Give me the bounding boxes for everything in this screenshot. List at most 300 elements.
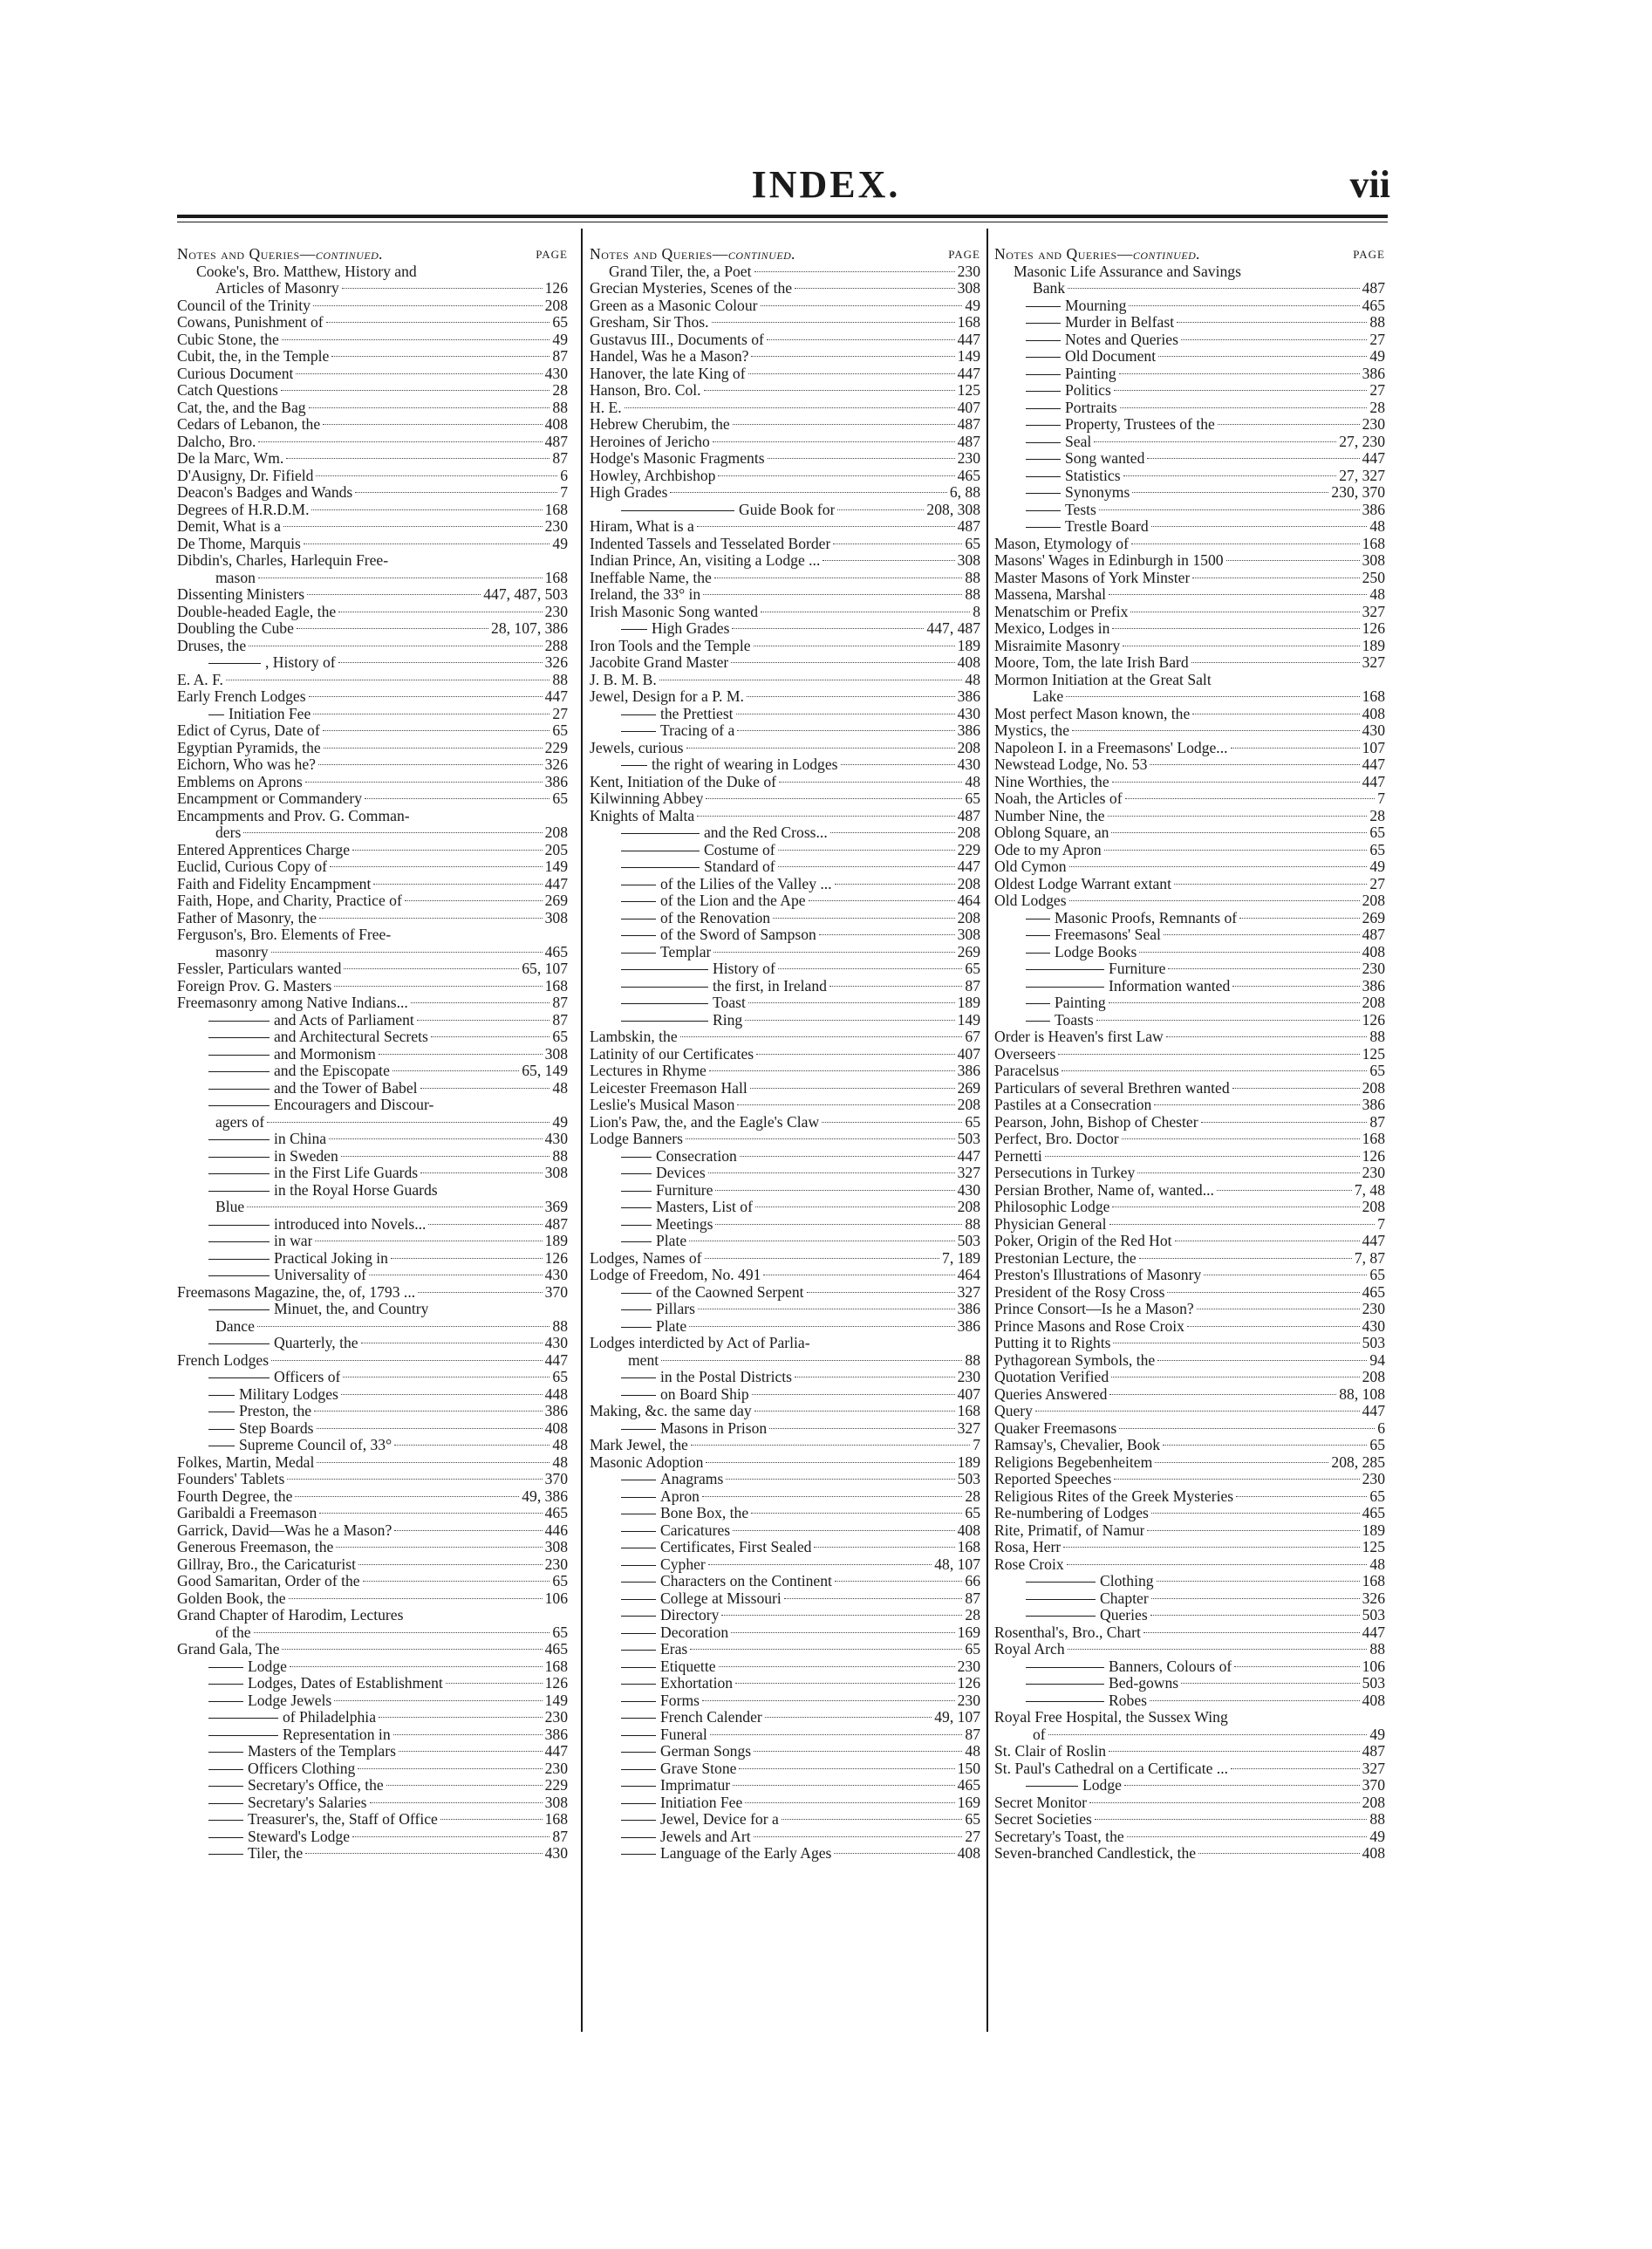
entry-page: 107 — [1362, 738, 1385, 756]
index-entry — [994, 1267, 1389, 1284]
entry-text: of the Renovation — [621, 910, 770, 927]
entry-text: Grand Gala, The — [177, 1641, 280, 1658]
header-rule — [177, 215, 1388, 218]
index-entry — [994, 1522, 1389, 1540]
index-entry — [177, 586, 571, 604]
entry-page: 169 — [957, 1623, 980, 1641]
entry-page: 126 — [1362, 1146, 1385, 1165]
entry-page: 308 — [544, 908, 568, 926]
leader-dots — [405, 900, 543, 901]
entry-page: 208 — [957, 1198, 980, 1215]
index-entry — [590, 944, 984, 961]
index-entry — [177, 654, 571, 672]
leader-dots — [296, 373, 542, 374]
entry-text: Napoleon I. in a Freemasons' Lodge... — [994, 739, 1228, 756]
entry-text: of the Lion and the Ape — [621, 892, 806, 910]
index-entry — [994, 1437, 1389, 1454]
leader-dots — [731, 662, 954, 663]
entry-page: 487 — [1362, 279, 1385, 297]
entry-page: 386 — [1362, 1096, 1385, 1113]
entry-text: Royal Free Hospital, the Sussex Wing — [994, 1709, 1228, 1726]
entry-page: 447, 487 — [926, 619, 980, 637]
entry-page: 386 — [957, 1300, 980, 1317]
leader-dots — [428, 1224, 542, 1225]
entry-page: 7 — [560, 483, 568, 501]
heading-text: Notes and Queries— — [177, 245, 316, 263]
leader-dots — [767, 339, 955, 340]
index-entry — [177, 1080, 571, 1097]
entry-page: 65 — [1369, 840, 1385, 858]
entry-text: Painting — [1026, 995, 1106, 1012]
leader-dots — [823, 560, 954, 561]
entry-text: Philosophic Lodge — [994, 1199, 1110, 1215]
entry-text: Cooke's, Bro. Matthew, History and — [196, 263, 417, 280]
leader-dots — [740, 1156, 955, 1157]
leader-dots — [768, 458, 955, 459]
index-entry — [994, 740, 1389, 757]
entry-page: 229 — [957, 840, 980, 858]
index-entry — [994, 1080, 1389, 1097]
index-entry — [994, 910, 1389, 927]
index-entry — [590, 1233, 984, 1250]
index-entry — [590, 450, 984, 468]
entry-page: 125 — [957, 381, 980, 399]
index-entry — [177, 1829, 571, 1846]
entry-text: Heroines of Jericho — [590, 433, 710, 450]
index-entry — [994, 1829, 1389, 1846]
index-entry — [994, 654, 1389, 672]
entry-page: 48 — [965, 1742, 980, 1760]
leader-dots — [778, 866, 955, 867]
entry-text: Freemasonry among Native Indians... — [177, 995, 408, 1011]
index-entry — [994, 824, 1389, 842]
index-entry — [590, 638, 984, 655]
leader-dots — [1045, 1156, 1360, 1157]
entry-text: Articles of Masonry — [215, 280, 339, 297]
entry-page: 386 — [957, 1062, 980, 1079]
entry-text: Misraimite Masonry — [994, 637, 1121, 654]
leader-dots — [625, 407, 955, 408]
entry-page: 65 — [1369, 1266, 1385, 1283]
entry-page: 408 — [1362, 942, 1385, 960]
leader-dots — [1131, 543, 1360, 544]
leader-dots — [287, 1479, 542, 1480]
entry-page: 88 — [1369, 313, 1385, 331]
entry-page: 49 — [965, 296, 980, 314]
entry-text: ders — [215, 824, 242, 841]
leader-dots — [1109, 1002, 1360, 1003]
entry-page: 189 — [1362, 1521, 1385, 1539]
entry-text: Prince Masons and Rose Croix — [994, 1317, 1184, 1335]
entry-text: the right of wearing in Lodges — [621, 756, 838, 774]
entry-text: of the Caowned Serpent — [621, 1284, 804, 1302]
entry-page: 430 — [544, 1130, 568, 1147]
index-entry — [177, 1386, 571, 1404]
entry-page: 65 — [965, 1640, 980, 1658]
index-entry — [994, 332, 1389, 349]
leader-dots — [1125, 798, 1376, 799]
index-entry — [994, 1845, 1389, 1863]
index-entry — [994, 1318, 1389, 1336]
leader-dots — [1139, 1258, 1352, 1259]
index-entry — [994, 688, 1389, 706]
index-entry — [994, 620, 1389, 638]
entry-text: Irish Masonic Song wanted — [590, 603, 759, 620]
leader-dots — [1137, 1172, 1359, 1173]
index-entry — [177, 1556, 571, 1574]
leader-dots — [1109, 1751, 1360, 1752]
entry-page: 168 — [544, 500, 568, 518]
entry-text: Preston's Illustrations of Masonry — [994, 1267, 1202, 1283]
leader-dots — [329, 1138, 543, 1139]
index-entry — [994, 1335, 1389, 1352]
index-entry — [590, 1590, 984, 1608]
entry-text: Faith and Fidelity Encampment — [177, 875, 372, 892]
entry-text: Father of Masonry, the — [177, 909, 317, 926]
entry-text: Lodge — [208, 1658, 287, 1676]
entry-page: 326 — [544, 653, 568, 671]
index-entry — [994, 944, 1389, 961]
index-entry — [994, 297, 1389, 315]
index-entry — [590, 502, 984, 519]
leader-dots — [754, 1411, 955, 1412]
entry-text: Costume of — [621, 842, 775, 859]
entry-page: 7, 189 — [942, 1248, 980, 1267]
entry-page: 250 — [1362, 568, 1385, 586]
entry-page: 48 — [1369, 517, 1385, 535]
entry-text: Generous Freemason, the — [177, 1539, 334, 1555]
index-entry — [994, 960, 1389, 978]
entry-page: 408 — [544, 415, 568, 433]
entry-page: 49 — [552, 1112, 568, 1131]
index-entry — [994, 1658, 1389, 1676]
entry-page: 447 — [957, 364, 980, 382]
index-entry — [994, 366, 1389, 383]
entry-page: 208 — [1362, 1793, 1385, 1811]
index-entry — [177, 672, 571, 689]
index-entry — [590, 1216, 984, 1234]
leader-dots — [281, 390, 550, 391]
leader-dots — [323, 730, 550, 731]
leader-dots — [289, 1598, 543, 1599]
index-entry — [177, 1046, 571, 1063]
index-entry — [590, 1505, 984, 1522]
entry-page: 487 — [957, 415, 980, 433]
entry-page: 27 — [965, 1827, 980, 1845]
entry-page: 327 — [1362, 653, 1385, 671]
index-entry — [590, 1097, 984, 1114]
entry-text: Fessler, Particulars wanted — [177, 960, 342, 977]
entry-text: Garrick, David—Was he a Mason? — [177, 1521, 393, 1539]
leader-dots — [745, 1020, 954, 1021]
index-entry — [177, 1726, 571, 1744]
entry-text: Rosa, Herr — [994, 1539, 1062, 1555]
index-entry — [994, 1012, 1389, 1029]
leader-dots — [1124, 1785, 1360, 1786]
leader-dots — [1143, 1632, 1360, 1633]
index-entry — [994, 1743, 1389, 1760]
leader-dots — [1132, 492, 1328, 493]
leader-dots — [697, 526, 955, 527]
entry-list — [590, 263, 984, 1863]
leader-dots — [719, 1666, 955, 1667]
entry-page: 447 — [1362, 755, 1385, 773]
entry-text: Jewels and Art — [621, 1829, 751, 1846]
entry-page: 446 — [544, 1521, 568, 1539]
entry-page: 230 — [544, 1708, 568, 1726]
entry-text: Nine Worthies, the — [994, 773, 1109, 790]
index-entry — [590, 518, 984, 536]
index-entry — [590, 1829, 984, 1846]
entry-text: Masters, List of — [621, 1199, 753, 1216]
entry-page: 150 — [957, 1759, 980, 1777]
index-entry — [590, 1403, 984, 1420]
entry-text: Furniture — [1026, 960, 1165, 978]
entry-text: Doubling the Cube — [177, 620, 294, 637]
index-entry — [994, 1233, 1389, 1250]
index-entry — [177, 1318, 571, 1336]
entry-text: Minuet, the, and Country — [208, 1301, 428, 1318]
entry-text: Prince Consort—Is he a Mason? — [994, 1301, 1194, 1317]
entry-page: 447 — [957, 858, 980, 875]
entry-page: 230, 370 — [1331, 483, 1385, 501]
entry-text: Number Nine, the — [994, 807, 1105, 824]
entry-page: 65 — [1369, 1436, 1385, 1453]
entry-text: Egyptian Pyramids, the — [177, 739, 321, 756]
entry-text: Lodges, Dates of Establishment — [208, 1675, 443, 1692]
entry-text: Trestle Board — [1026, 518, 1149, 536]
entry-page: 465 — [1362, 1282, 1385, 1301]
entry-text: Oldest Lodge Warrant extant — [994, 875, 1171, 892]
entry-page: 288 — [544, 636, 568, 654]
entry-text: Golden Book, the — [177, 1589, 286, 1607]
leader-dots — [1119, 373, 1360, 374]
index-entry — [994, 638, 1389, 655]
entry-text: Officers Clothing — [208, 1760, 355, 1778]
page-number: vii — [1349, 163, 1390, 206]
entry-page: 7, 87 — [1354, 1248, 1385, 1267]
index-entry — [177, 1233, 571, 1250]
leader-dots — [1109, 594, 1367, 595]
entry-page: 208 — [957, 738, 980, 756]
index-entry — [994, 382, 1389, 400]
entry-text: mason — [215, 569, 256, 586]
entry-page: 408 — [1362, 704, 1385, 722]
index-entry — [177, 1063, 571, 1080]
entry-text: Queries Answered — [994, 1385, 1108, 1403]
entry-text: H. E. — [590, 399, 622, 416]
entry-page: 208 — [957, 874, 980, 892]
entry-text: Hanson, Bro. Col. — [590, 382, 701, 399]
index-entry — [177, 1131, 571, 1148]
index-entry — [177, 1029, 571, 1046]
leader-dots — [1112, 628, 1359, 629]
entry-page: 465 — [1362, 1504, 1385, 1521]
entry-page: 269 — [544, 892, 568, 909]
index-entry — [994, 926, 1389, 944]
leader-dots — [417, 1020, 550, 1021]
index-entry — [590, 876, 984, 893]
entry-page: 6, 88 — [949, 483, 980, 501]
entry-text: Gillray, Bro., the Caricaturist — [177, 1555, 357, 1573]
leader-dots — [1157, 1581, 1360, 1582]
entry-page: 88 — [552, 670, 568, 688]
entry-text: Good Samaritan, Order of the — [177, 1573, 360, 1589]
entry-text: Information wanted — [1026, 978, 1230, 995]
entry-page: 48 — [552, 1453, 568, 1471]
entry-text: Emblems on Aprons — [177, 773, 303, 790]
entry-page: 65, 107 — [522, 960, 568, 977]
entry-page: 386 — [957, 687, 980, 705]
entry-text: Encampment or Commandery — [177, 790, 363, 807]
index-entry — [177, 536, 571, 553]
entry-page: 88 — [965, 585, 980, 603]
leader-dots — [1112, 782, 1360, 783]
entry-page: 464 — [957, 892, 980, 909]
index-entry — [177, 1607, 571, 1624]
entry-page: 49 — [1369, 1827, 1385, 1845]
entry-text: Noah, the Articles of — [994, 790, 1123, 807]
entry-page: 503 — [1362, 1606, 1385, 1624]
entry-text: Kent, Initiation of the Duke of — [590, 773, 777, 790]
index-entry — [994, 1675, 1389, 1692]
index-entry — [590, 790, 984, 808]
index-entry — [590, 620, 984, 638]
leader-dots — [715, 1190, 954, 1191]
entry-page: 48 — [552, 1436, 568, 1453]
leader-dots — [703, 594, 962, 595]
index-entry — [177, 1675, 571, 1692]
entry-text: Hodge's Masonic Fragments — [590, 450, 765, 467]
leader-dots — [713, 952, 954, 953]
entry-text: Eichorn, Who was he? — [177, 756, 316, 773]
index-entry — [177, 1335, 571, 1352]
entry-text: Catch Questions — [177, 382, 278, 399]
index-entry — [994, 808, 1389, 825]
entry-page: 28, 107, 386 — [491, 619, 568, 637]
entry-text: Physician General — [994, 1215, 1107, 1233]
entry-page: 407 — [957, 398, 980, 416]
entry-text: Jewel, Device for a — [621, 1811, 779, 1829]
entry-text: Latinity of our Certificates — [590, 1045, 754, 1063]
page-label: PAGE — [1353, 248, 1385, 261]
entry-text: Lodge of Freedom, No. 491 — [590, 1267, 761, 1283]
heading-continued: continued. — [315, 245, 384, 263]
leader-dots — [769, 1428, 954, 1429]
entry-text: the first, in Ireland — [621, 978, 827, 995]
entry-text: the Prettiest — [621, 706, 734, 723]
entry-text: High Grades — [590, 484, 668, 501]
index-entry — [590, 416, 984, 434]
entry-page: 230 — [544, 517, 568, 535]
index-entry — [177, 1369, 571, 1386]
entry-page: 369 — [544, 1198, 568, 1215]
index-entry — [177, 978, 571, 995]
leader-dots — [258, 441, 542, 442]
entry-page: 229 — [544, 738, 568, 756]
entry-page: 189 — [544, 1232, 568, 1249]
index-column-3 — [994, 246, 1389, 1863]
leader-dots — [311, 509, 542, 510]
index-entry — [994, 552, 1389, 570]
index-entry — [590, 1335, 984, 1352]
index-entry — [590, 1777, 984, 1794]
entry-text: Secretary's Office, the — [208, 1777, 384, 1794]
entry-page: 447 — [1362, 1402, 1385, 1419]
entry-text: Meetings — [621, 1216, 713, 1234]
index-entry — [590, 858, 984, 876]
entry-text: Cypher — [621, 1556, 706, 1574]
entry-text: Murder in Belfast — [1026, 314, 1174, 332]
index-entry — [590, 1573, 984, 1590]
index-entry — [590, 1709, 984, 1726]
leader-dots — [1217, 1190, 1352, 1191]
entry-text: Toasts — [1026, 1012, 1094, 1029]
entry-page: 149 — [957, 347, 980, 365]
leader-dots — [713, 441, 955, 442]
entry-text: Menatschim or Prefix — [994, 603, 1129, 620]
leader-dots — [1232, 1088, 1360, 1089]
entry-page: 487 — [957, 806, 980, 824]
leader-dots — [1150, 764, 1359, 765]
leader-dots — [1035, 1411, 1360, 1412]
index-entry — [590, 774, 984, 791]
entry-text: Faith, Hope, and Charity, Practice of — [177, 892, 402, 909]
index-entry — [177, 1794, 571, 1812]
leader-dots — [822, 1122, 962, 1123]
entry-text: Masonic Proofs, Remnants of — [1026, 910, 1237, 927]
entry-page: 88 — [965, 1350, 980, 1369]
leader-dots — [326, 322, 550, 323]
entry-text: and Mormonism — [208, 1046, 376, 1063]
entry-page: 386 — [544, 1725, 568, 1743]
leader-dots — [1151, 1598, 1360, 1599]
entry-text: Pearson, John, Bishop of Chester — [994, 1113, 1198, 1131]
index-entry — [994, 706, 1389, 723]
index-entry — [177, 450, 571, 468]
index-entry — [994, 1760, 1389, 1778]
entry-page: 447 — [544, 687, 568, 705]
entry-text: Deacon's Badges and Wands — [177, 484, 353, 501]
index-entry — [177, 620, 571, 638]
leader-dots — [305, 1853, 542, 1854]
index-entry — [177, 1573, 571, 1590]
index-entry — [994, 876, 1389, 893]
entry-page: 230 — [957, 449, 980, 467]
leader-dots — [420, 1172, 542, 1173]
index-entry — [994, 416, 1389, 434]
entry-page: 65 — [552, 1623, 568, 1641]
leader-dots — [352, 850, 543, 851]
index-entry — [177, 1590, 571, 1608]
heading-text: Notes and Queries— — [590, 245, 728, 263]
leader-dots — [363, 1581, 550, 1582]
leader-dots — [1181, 1683, 1359, 1684]
entry-page: 126 — [544, 279, 568, 297]
entry-text: and Architectural Secrets — [208, 1029, 428, 1046]
entry-text: Language of the Early Ages — [621, 1845, 831, 1863]
entry-page: 447 — [1362, 449, 1385, 467]
index-entry — [177, 1522, 571, 1540]
entry-text: College at Missouri — [621, 1590, 782, 1608]
entry-page: 386 — [957, 1316, 980, 1335]
index-entry — [590, 756, 984, 774]
leader-dots — [1167, 1292, 1359, 1293]
leader-dots — [373, 884, 542, 885]
leader-dots — [1177, 322, 1367, 323]
entry-text: Cedars of Lebanon, the — [177, 416, 321, 433]
entry-page: 408 — [544, 1418, 568, 1437]
